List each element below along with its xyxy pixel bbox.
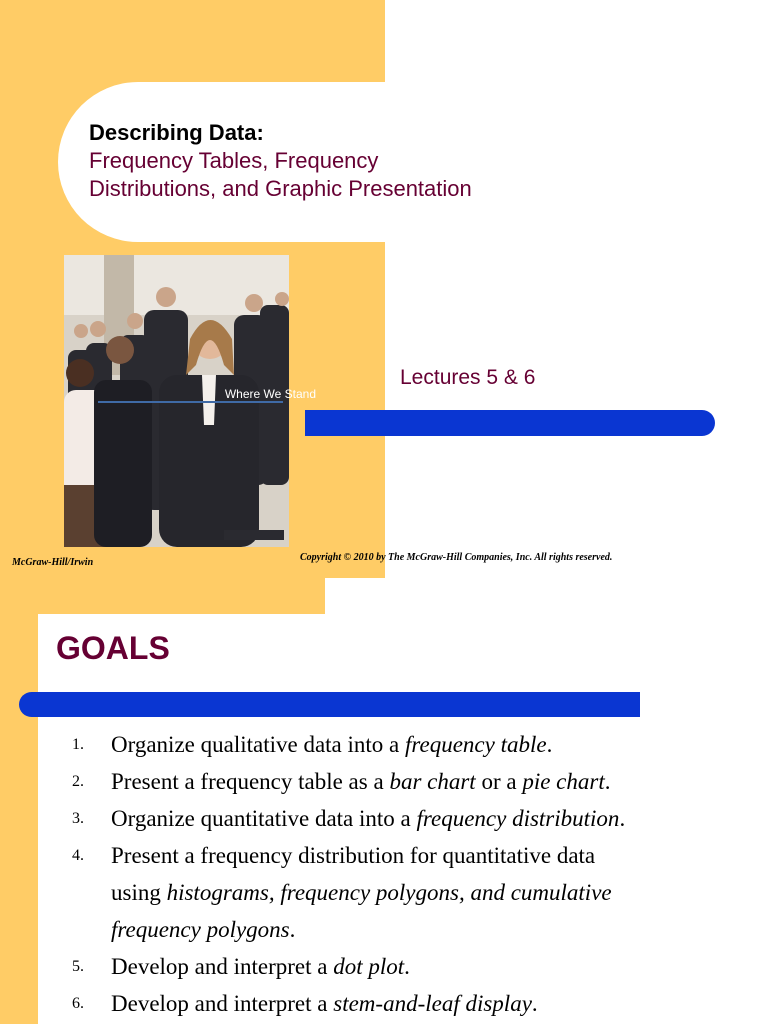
goal-text-plain: Organize qualitative data into a [111, 732, 405, 757]
goal-text-italic: histograms, frequency polygons, and cumulative [166, 880, 612, 905]
blue-accent-bar [305, 410, 715, 436]
goal-text-end: . [604, 769, 611, 794]
goals-heading: GOALS [56, 630, 170, 666]
goal-text-italic: frequency table [405, 732, 547, 757]
goal-text-plain: Develop and interpret a [111, 954, 334, 979]
goal-text-end: . [404, 954, 410, 979]
goal-text-end: . [289, 917, 296, 942]
caption-underline [98, 401, 283, 403]
goal-text-end: . [619, 806, 626, 831]
goal-text-plain: using [111, 880, 167, 905]
goal-number: 4. [72, 847, 84, 864]
publisher-label: McGraw-Hill/Irwin [12, 557, 94, 568]
goal-text-plain: Develop and interpret a [111, 991, 334, 1016]
copyright-notice: Copyright © 2010 by The McGraw-Hill Companies, Inc. All rights reserved. [300, 552, 613, 563]
orange-top-strip [0, 578, 325, 614]
goal-item-1 [0, 726, 768, 763]
goal-text-plain: Present a frequency table as a [111, 769, 390, 794]
goal-text [111, 985, 711, 1022]
goal-number: 3. [72, 810, 84, 827]
goal-text [111, 726, 711, 763]
slide-subtitle-line-1: Frequency Tables, Frequency [89, 148, 379, 173]
goal-item-3 [0, 800, 768, 837]
goal-text-italic: frequency distribution [416, 806, 620, 831]
goal-text-italic: pie chart [522, 769, 605, 794]
goal-item-6 [0, 985, 768, 1022]
goals-slide [0, 578, 768, 1024]
goal-text [111, 800, 711, 837]
goal-text-plain: Organize quantitative data into a [111, 806, 417, 831]
slide-title: Describing Data: [89, 120, 264, 145]
goal-text-italic: frequency polygons [111, 917, 290, 942]
goal-text-plain: Present a frequency distribution for quantitative data [111, 843, 596, 868]
goal-item-2 [0, 763, 768, 800]
blue-accent-bar [19, 692, 640, 717]
goal-text-italic: bar chart [389, 769, 476, 794]
goal-number: 2. [72, 773, 84, 790]
goal-item-5 [0, 948, 768, 985]
title-block [89, 119, 729, 203]
goal-text-plain: or a [475, 769, 523, 794]
goal-text-italic: dot plot [333, 954, 405, 979]
lectures-label: Lectures 5 & 6 [400, 366, 536, 389]
goal-number: 5. [72, 958, 84, 975]
goal-number: 6. [72, 995, 84, 1012]
goal-text-end: . [531, 991, 538, 1016]
goal-item-4 [0, 837, 768, 948]
photo-caption: Where We Stand [224, 387, 316, 401]
goal-text [111, 837, 711, 948]
goal-text-end: . [546, 732, 553, 757]
slide-subtitle-line-2: Distributions, and Graphic Presentation [89, 176, 472, 201]
goal-text [111, 763, 711, 800]
goal-number: 1. [72, 736, 84, 753]
goals-list [0, 726, 768, 1022]
goal-text-italic: stem-and-leaf display [333, 991, 532, 1016]
goal-text [111, 948, 711, 985]
